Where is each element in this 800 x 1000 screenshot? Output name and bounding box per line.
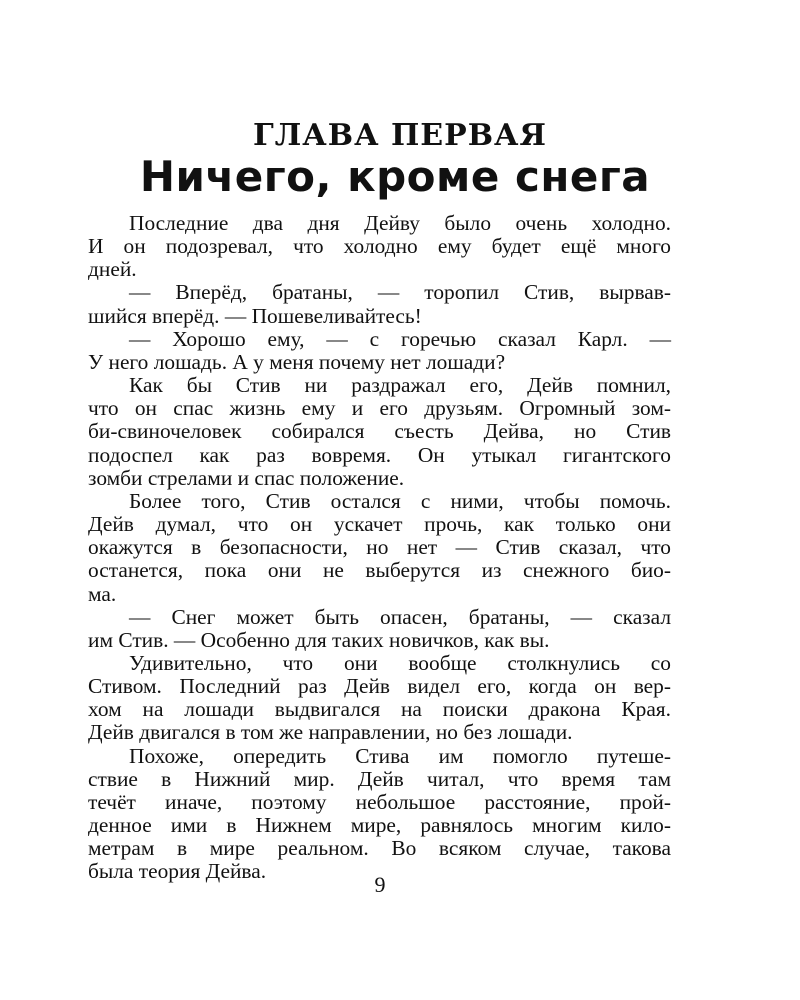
- text-line: Дейв двигался в том же направлении, но без лошади.: [88, 720, 573, 745]
- text-line: метрам в мире реальном. Во всяком случае, такова: [88, 836, 671, 861]
- text-line: Дейв думал, что он ускачет прочь, как только они: [88, 512, 671, 537]
- text-line: шийся вперёд. — Пошевеливайтесь!: [88, 303, 422, 328]
- chapter-label: ГЛАВА ПЕРВАЯ: [253, 118, 547, 153]
- text-line: — Хорошо ему, — с горечью сказал Карл. —: [129, 326, 671, 351]
- paragraph: [88, 606, 671, 652]
- text-line: Как бы Стив ни раздражал его, Дейв помнил,: [129, 373, 671, 398]
- text-line: И он подозревал, что холодно ему будет ещё много: [88, 234, 671, 259]
- text-line: ствие в Нижний мир. Дейв читал, что время там: [88, 766, 671, 791]
- text-line: была теория Дейва.: [88, 859, 267, 884]
- text-line: — Снег может быть опасен, братаны, — сказал: [129, 604, 671, 629]
- text-line: зомби стрелами и спас положение.: [88, 465, 405, 490]
- text-line: останется, пока они не выберутся из снежного био-: [88, 558, 671, 583]
- paragraph: [88, 490, 671, 606]
- text-line: ма.: [88, 581, 117, 606]
- text-line: денное ими в Нижнем мире, равнялось многим кило-: [88, 813, 671, 838]
- text-line: Более того, Стив остался с ними, чтобы помочь.: [129, 488, 671, 513]
- text-line: что он спас жизнь ему и его друзьям. Огромный зом-: [88, 396, 671, 421]
- chapter-title: Ничего, кроме снега: [139, 152, 651, 201]
- text-line: — Вперёд, братаны, — торопил Стив, вырвав-: [129, 280, 671, 305]
- text-line: течёт иначе, поэтому небольшое расстояние, прой-: [88, 789, 671, 814]
- text-line: Последние два дня Дейву было очень холодно.: [129, 211, 671, 235]
- text-line: хом на лошади выдвигался на поиски дракона Края.: [88, 697, 671, 722]
- text-line: Удивительно, что они вообще столкнулись со: [129, 650, 671, 675]
- body-text: [88, 212, 671, 884]
- text-line: У него лошадь. А у меня почему нет лошади?: [88, 349, 506, 374]
- page-number: 9: [374, 872, 386, 897]
- text-line: Похоже, опередить Стива им помогло путеше-: [129, 743, 671, 768]
- text-line: им Стив. — Особенно для таких новичков, как вы.: [88, 627, 550, 652]
- paragraph: [88, 281, 671, 327]
- text-line: окажутся в безопасности, но нет — Стив сказал, что: [88, 535, 671, 560]
- paragraph: [88, 328, 671, 374]
- paragraph: [88, 212, 671, 281]
- text-line: подоспел как раз вовремя. Он утыкал гигантского: [88, 442, 671, 467]
- paragraph: [88, 374, 671, 490]
- text-line: Стивом. Последний раз Дейв видел его, когда он вер-: [88, 674, 671, 699]
- text-line: дней.: [88, 257, 137, 282]
- paragraph: [88, 745, 671, 884]
- paragraph: [88, 652, 671, 745]
- text-line: би-свиночеловек собирался съесть Дейва, но Стив: [88, 419, 671, 444]
